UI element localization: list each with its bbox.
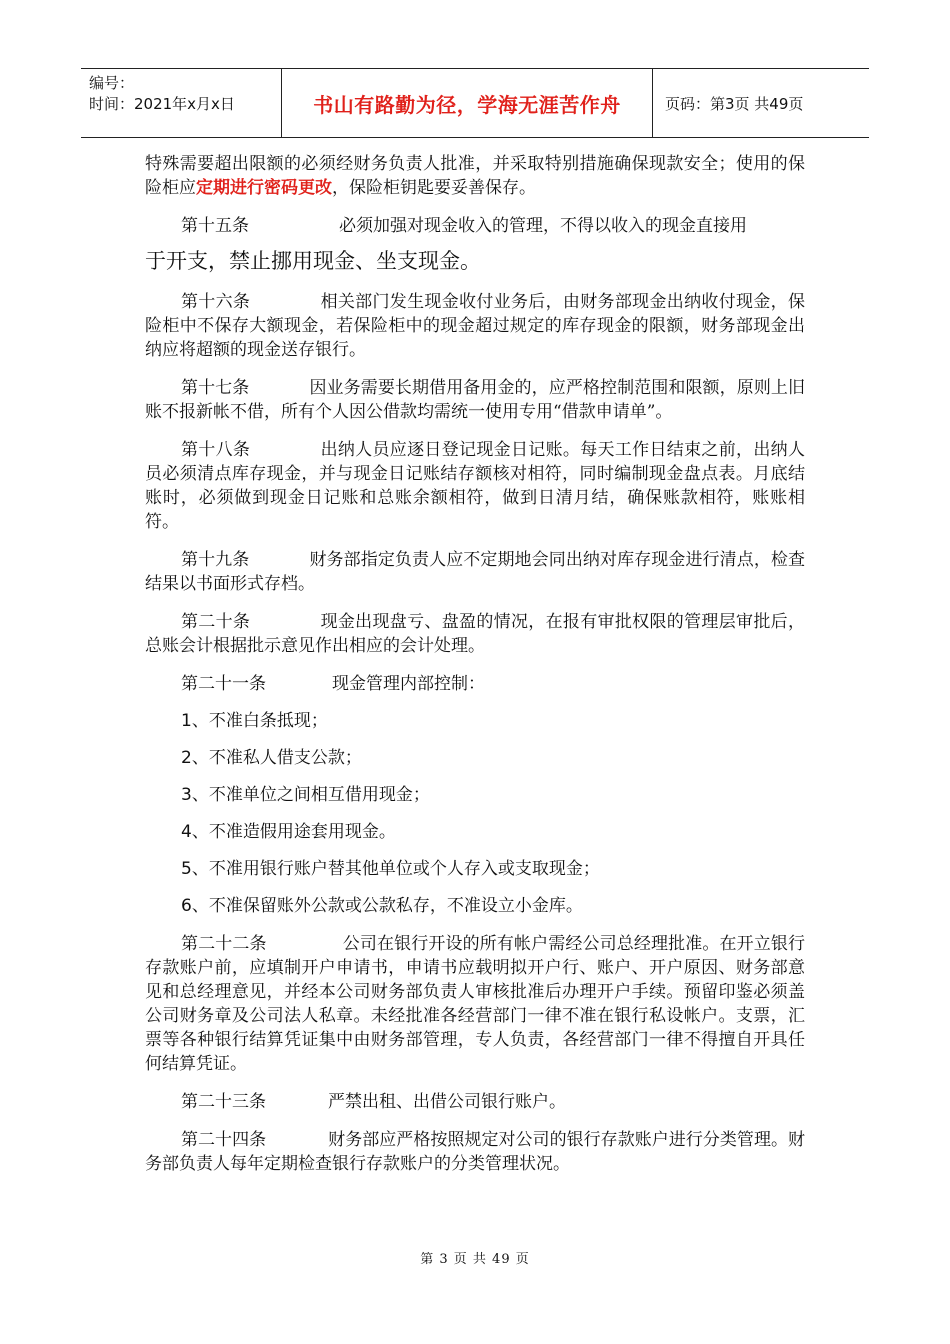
article-text: 现金出现盘亏、盘盈的情况，在报有审批权限的管理层审批后，总账会计根据批示意见作出相应的会计处理。 [145,612,805,656]
article-17 [145,376,805,424]
document-time-label: 时间：2021年x月x日 [89,95,235,113]
article-text: 现金管理内部控制： [332,674,485,694]
document-number-label: 编号： [89,74,135,92]
article-text: 财务部应严格按照规定对公司的银行存款账户进行分类管理。财务部负责人每年定期检查银行存款账户的分类管理状况。 [145,1130,806,1174]
document-body [145,152,805,1176]
article-19 [145,548,805,596]
list-item-number: 2 [181,748,192,768]
list-item-number: 3 [181,785,192,805]
list-item [145,894,805,918]
list-item [145,709,805,733]
list-item [145,783,805,807]
article-20 [145,610,805,658]
article-title: 第二十条 [181,612,251,632]
article-text: 严禁出租、出借公司银行账户。 [328,1092,566,1112]
article-text: 必须加强对现金收入的管理，不得以收入的现金直接用 [339,216,747,236]
article-text: 相关部门发生现金收付业务后，由财务部现金出纳收付现金，保险柜中不保存大额现金，若保险柜中的现金超过规定的库存现金的限额，财务部现金出纳应将超额的现金送存银行。 [145,292,805,360]
article-title: 第二十四条 [181,1130,267,1150]
article-title: 第十六条 [181,292,251,312]
article-15 [145,214,805,238]
list-item-number: 6 [181,896,192,916]
article-title: 第十七条 [181,378,250,398]
article-text: 出纳人员应逐日登记现金日记账。每天工作日结束之前，出纳人员必须清点库存现金，并与现金日记账结存额核对相符，同时编制现金盘点表。月底结账时，必须做到现金日记账和总账余额相符，做到日清月结，确保账款相符，账账相符。 [145,440,805,532]
list-item-number: 4 [181,822,192,842]
list-item-text: 、不准保留账外公款或公款私存，不准设立小金库。 [191,896,583,916]
list-item-number: 5 [181,859,192,879]
article-23 [145,1090,805,1114]
list-item-text: 、不准白条抵现； [191,711,328,731]
article-15-large-line: 于开支，禁止挪用现金、坐支现金。 [145,249,481,273]
list-item [145,857,805,881]
article-title: 第十九条 [181,550,250,570]
highlighted-text: 定期进行密码更改 [196,178,332,198]
article-24 [145,1128,805,1176]
page-footer: 第 3 页 共 49 页 [420,1252,530,1267]
list-item-number: 1 [181,711,192,731]
article-22 [145,932,805,1076]
article-title: 第二十三条 [181,1092,266,1112]
article-text: 公司在银行开设的所有帐户需经公司总经理批准。在开立银行存款账户前，应填制开户申请书，申请书应载明拟开户行、账户、开户原因、财务部意见和总经理意见，并经本公司财务部负责人审核批准后办理开户手续。预留印鉴必须盖公司财务章及公司法人私章。未经批准各经营部门一律不准在银行私设帐户。支票，汇票等各种银行结算凭证集中由财务部管理，专人负责，各经营部门一律不得擅自开具任何结算凭证。 [145,934,805,1074]
header-motto-cell [281,69,653,137]
list-item-text: 、不准造假用途套用现金。 [191,822,396,842]
paragraph-continuation [145,152,805,200]
header-meta [81,69,281,137]
paragraph-text: 特殊需要超出限额的必须经财务负责人批准，并采取特别措施确保现款安全；使用的保险柜应 [145,154,805,198]
article-16 [145,290,805,362]
list-item-text: 、不准单位之间相互借用现金； [191,785,430,805]
article-title: 第二十一条 [181,674,266,694]
list-item-text: 、不准用银行账户替其他单位或个人存入或支取现金； [191,859,600,879]
article-title: 第十八条 [181,440,251,460]
list-item [145,820,805,844]
article-21 [145,672,805,696]
header-page-info: 页码：第3页 共49页 [665,94,804,113]
list-item-text: 、不准私人借支公款； [191,748,362,768]
list-item [145,746,805,770]
paragraph-text: ，保险柜钥匙要妥善保存。 [332,178,536,198]
article-text: 财务部指定负责人应不定期地会同出纳对库存现金进行清点，检查结果以书面形式存档。 [145,550,806,594]
article-text: 因业务需要长期借用备用金的，应严格控制范围和限额，原则上旧账不报新帐不借，所有个人因公借款均需统一使用专用“借款申请单”。 [145,378,806,422]
article-title: 第十五条 [181,216,249,236]
header-motto: 书山有路勤为径，学海无涯苦作舟 [313,92,621,117]
article-title: 第二十二条 [181,934,267,954]
page-header [81,68,869,138]
article-18 [145,438,805,534]
